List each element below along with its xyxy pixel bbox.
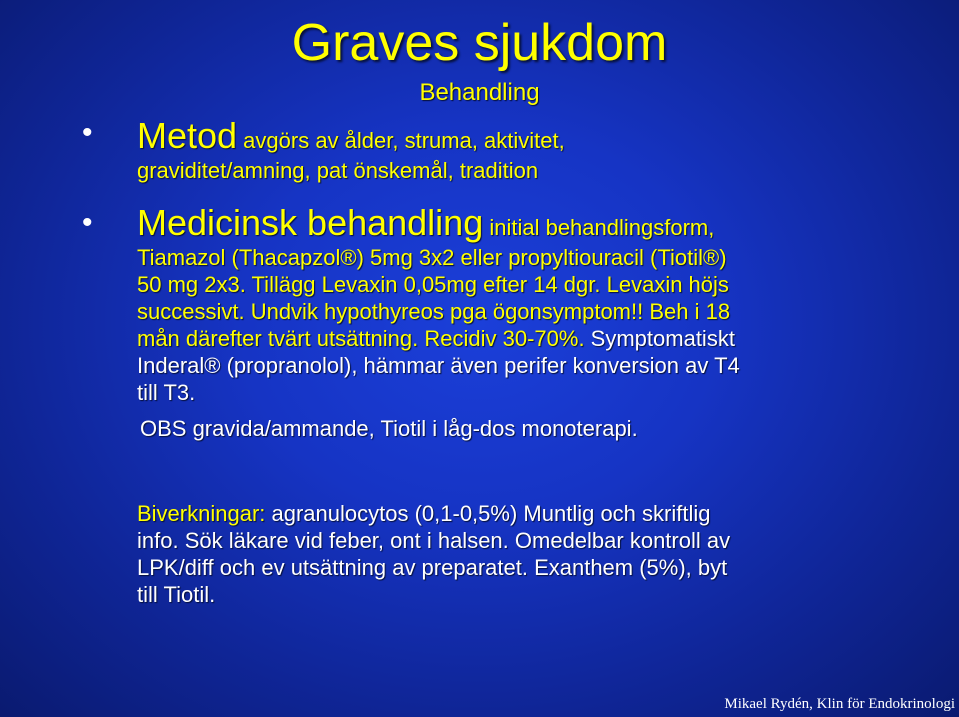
medical-lead: Medicinsk behandling — [137, 202, 484, 243]
bullet-method — [137, 115, 872, 184]
medical-line-6: till T3. — [137, 380, 196, 405]
pregnancy-warning: OBS gravida/ammande, Tiotil i låg-dos monoterapi. — [140, 416, 638, 441]
medical-line-4: mån därefter tvärt utsättning. Recidiv 30-70%. — [137, 326, 591, 351]
method-text-line1: avgörs av ålder, struma, aktivitet, — [237, 128, 565, 153]
side-effects-label: Biverkningar: — [137, 501, 266, 526]
side-effects-line-3: LPK/diff och ev utsättning av preparatet. Exanthem (5%), byt — [137, 555, 728, 580]
slide-title: Graves sjukdom — [291, 14, 668, 72]
side-effects-line-4: till Tiotil. — [137, 582, 216, 607]
medical-line-5: Inderal® (propranolol), hämmar även perifer konversion av T4 — [137, 353, 740, 378]
medical-line-4-tail: Symptomatiskt — [590, 326, 735, 351]
medical-line-1: Tiamazol (Thacapzol®) 5mg 3x2 eller propyltiouracil (Tiotil®) — [137, 245, 727, 270]
author-footer: Mikael Rydén, Klin för Endokrinologi — [724, 696, 955, 712]
bullet-marker-2: • — [82, 206, 93, 239]
medical-line-3: successivt. Undvik hypothyreos pga ögonsymptom!! Beh i 18 — [137, 299, 731, 324]
medical-lead-tail: initial behandlingsform, — [483, 215, 715, 240]
medical-line-2: 50 mg 2x3. Tillägg Levaxin 0,05mg efter 14 dgr. Levaxin höjs — [137, 272, 729, 297]
side-effects-line-1: agranulocytos (0,1-0,5%) Muntlig och skriftlig — [265, 501, 711, 526]
side-effects — [137, 500, 730, 608]
bullet-marker-1: • — [82, 116, 93, 149]
side-effects-line-2: info. Sök läkare vid feber, ont i halsen. Omedelbar kontroll av — [137, 528, 731, 553]
bullet-medical-treatment — [137, 202, 872, 406]
method-text-line2: graviditet/amning, pat önskemål, tradition — [137, 158, 539, 183]
slide-subtitle: Behandling — [419, 79, 540, 106]
method-lead: Metod — [137, 115, 238, 156]
